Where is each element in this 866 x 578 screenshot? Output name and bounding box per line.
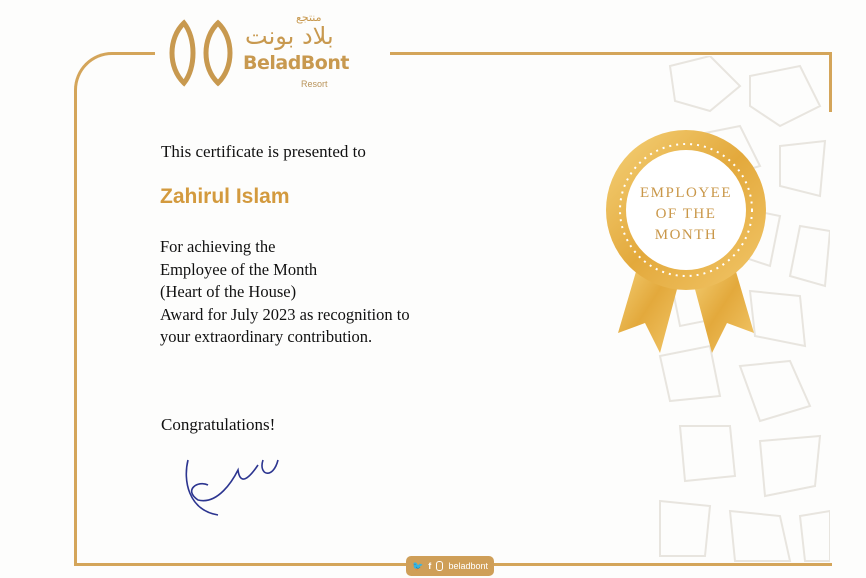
logo-arabic-name: بلاد بونت — [245, 22, 334, 50]
body-line: your extraordinary contribution. — [160, 327, 373, 346]
medal-line: OF THE — [655, 206, 717, 222]
logo-subtitle: Resort — [301, 79, 328, 89]
body-line: For achieving the — [160, 237, 276, 256]
facebook-icon[interactable]: f — [428, 561, 432, 571]
medal-line: EMPLOYEE — [640, 185, 732, 201]
twitter-icon[interactable]: 🐦 — [412, 560, 424, 571]
body-line: Award for July 2023 as recognition to — [160, 304, 410, 324]
award-description — [160, 236, 410, 349]
signature — [178, 440, 288, 520]
border-right-segment — [829, 52, 832, 112]
medal-line: MONTH — [654, 227, 718, 243]
social-handle: beladbont — [448, 561, 488, 571]
medal-label — [628, 183, 744, 246]
social-footer — [406, 556, 494, 576]
closing-text: Congratulations! — [161, 415, 276, 434]
body-line: Employee of the Month — [160, 259, 318, 279]
logo-brand: BeladBont — [243, 52, 349, 74]
recipient-name: Zahirul Islam — [160, 185, 290, 208]
body-line: (Heart of the House) — [160, 282, 297, 301]
belad-bont-logo-icon — [166, 18, 236, 88]
intro-text: This certificate is presented to — [161, 142, 366, 161]
logo-arabic-small: منتجع — [296, 11, 322, 24]
instagram-icon[interactable] — [436, 561, 443, 571]
